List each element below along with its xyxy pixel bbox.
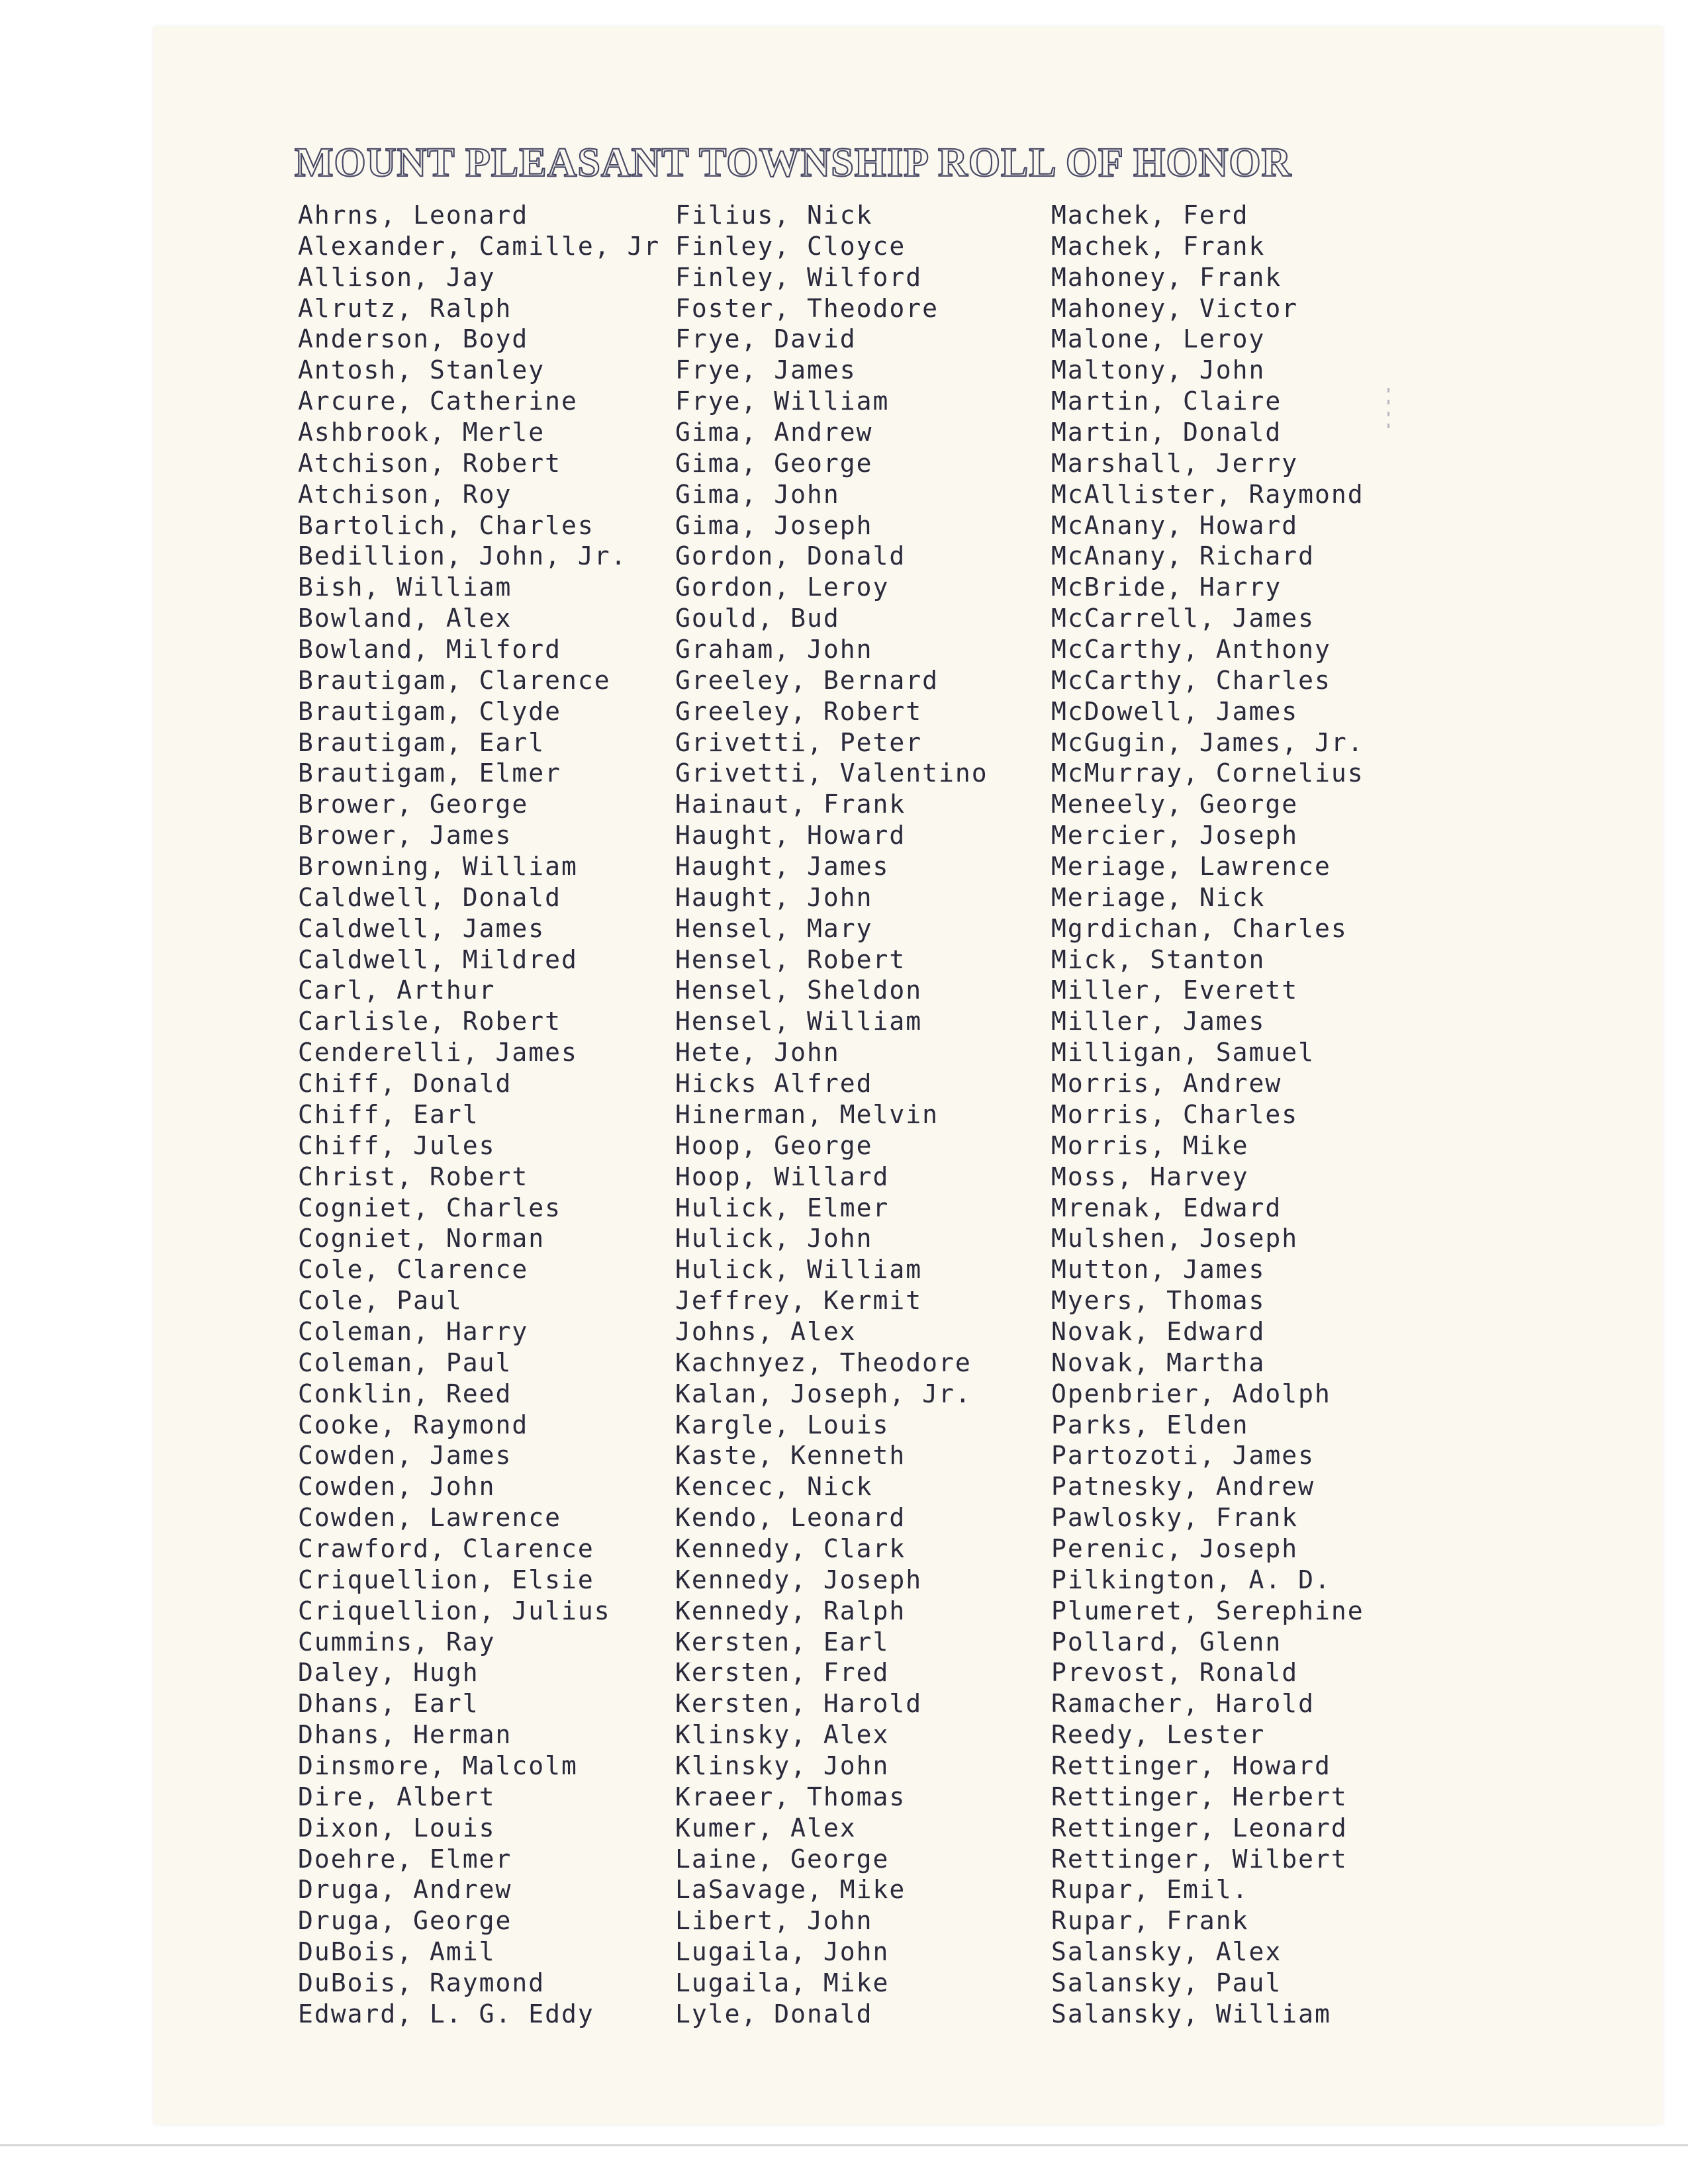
- honor-roll-name: Atchison, Robert: [298, 448, 562, 478]
- honor-roll-name: Haught, Howard: [675, 821, 906, 850]
- honor-roll-name: Cogniet, Norman: [298, 1224, 545, 1253]
- honor-roll-name: Conklin, Reed: [298, 1379, 512, 1408]
- honor-roll-name: Lugaila, Mike: [675, 1968, 890, 1997]
- honor-roll-name: Parks, Elden: [1051, 1410, 1249, 1439]
- honor-roll-name: Salansky, Alex: [1051, 1937, 1282, 1967]
- honor-roll-name: Graham, John: [675, 635, 873, 664]
- honor-roll-name: Libert, John: [675, 1906, 873, 1936]
- honor-roll-name: Cowden, James: [298, 1441, 512, 1471]
- honor-roll-name: McAnany, Howard: [1051, 510, 1299, 540]
- honor-roll-name: Chiff, Jules: [298, 1130, 496, 1160]
- honor-roll-name: Maltony, John: [1051, 355, 1266, 385]
- honor-roll-name: Mgrdichan, Charles: [1051, 913, 1348, 943]
- honor-roll-name: Brautigam, Clarence: [298, 665, 611, 695]
- honor-roll-name: Cowden, Lawrence: [298, 1503, 562, 1533]
- honor-roll-name: Caldwell, Mildred: [298, 944, 578, 974]
- honor-roll-name: Hainaut, Frank: [675, 790, 906, 819]
- honor-roll-name: Arcure, Catherine: [298, 387, 578, 416]
- honor-roll-name: Myers, Thomas: [1051, 1286, 1266, 1316]
- honor-roll-name: McDowell, James: [1051, 696, 1299, 726]
- honor-roll-name: Brower, George: [298, 790, 529, 819]
- honor-roll-name: Ramacher, Harold: [1051, 1689, 1315, 1719]
- honor-roll-name: McCarthy, Charles: [1051, 665, 1331, 695]
- honor-roll-name: Coleman, Harry: [298, 1316, 529, 1346]
- honor-roll-name: Kersten, Earl: [675, 1627, 890, 1657]
- honor-roll-name: Patnesky, Andrew: [1051, 1472, 1315, 1502]
- honor-roll-name: Kraeer, Thomas: [675, 1782, 906, 1811]
- honor-roll-name: Klinsky, Alex: [675, 1720, 890, 1750]
- honor-roll-name: Greeley, Bernard: [675, 665, 939, 695]
- honor-roll-name: Chiff, Donald: [298, 1069, 512, 1099]
- honor-roll-name: Johns, Alex: [675, 1316, 857, 1346]
- scan-edge-divider: [0, 2144, 1688, 2146]
- honor-roll-name: Finley, Wilford: [675, 262, 923, 292]
- honor-roll-name: Atchison, Roy: [298, 479, 512, 509]
- honor-roll-name: Edward, L. G. Eddy: [298, 1999, 594, 2028]
- honor-roll-name: Caldwell, Donald: [298, 882, 562, 912]
- honor-roll-name: Pawlosky, Frank: [1051, 1503, 1299, 1533]
- honor-roll-name: Cenderelli, James: [298, 1038, 578, 1068]
- honor-roll-name: Rettinger, Wilbert: [1051, 1844, 1348, 1874]
- honor-roll-name: Daley, Hugh: [298, 1658, 479, 1688]
- honor-roll-name: Alrutz, Ralph: [298, 293, 512, 323]
- honor-roll-name: Mahoney, Victor: [1051, 293, 1299, 323]
- honor-roll-name: Caldwell, James: [298, 913, 545, 943]
- honor-roll-name: Hete, John: [675, 1038, 840, 1068]
- honor-roll-name: Cole, Paul: [298, 1286, 463, 1316]
- honor-roll-name: Gima, John: [675, 479, 840, 509]
- honor-roll-name: Haught, James: [675, 852, 890, 882]
- honor-roll-name: Kennedy, Ralph: [675, 1596, 906, 1625]
- honor-roll-name: DuBois, Raymond: [298, 1968, 545, 1997]
- honor-roll-name: Gordon, Leroy: [675, 572, 890, 602]
- honor-roll-name: Dixon, Louis: [298, 1813, 496, 1843]
- honor-roll-name: McBride, Harry: [1051, 572, 1282, 602]
- honor-roll-name: Milligan, Samuel: [1051, 1038, 1315, 1068]
- honor-roll-name: Novak, Edward: [1051, 1316, 1266, 1346]
- honor-roll-name: Doehre, Elmer: [298, 1844, 512, 1874]
- honor-roll-name: Allison, Jay: [298, 262, 496, 292]
- honor-roll-name: Hulick, Elmer: [675, 1193, 890, 1222]
- honor-roll-name: Morris, Mike: [1051, 1130, 1249, 1160]
- honor-roll-name: Rettinger, Herbert: [1051, 1782, 1348, 1811]
- honor-roll-name: Kargle, Louis: [675, 1410, 890, 1439]
- honor-roll-name: Martin, Donald: [1051, 418, 1282, 447]
- honor-roll-name: Bedillion, John, Jr.: [298, 541, 628, 571]
- honor-roll-name: Frye, William: [675, 387, 890, 416]
- honor-roll-name: McAnany, Richard: [1051, 541, 1315, 571]
- honor-roll-name: Brautigam, Earl: [298, 727, 545, 757]
- honor-roll-name: Kencec, Nick: [675, 1472, 873, 1502]
- honor-roll-name: Rettinger, Leonard: [1051, 1813, 1348, 1843]
- honor-roll-name: McAllister, Raymond: [1051, 479, 1364, 509]
- honor-roll-name: Christ, Robert: [298, 1161, 529, 1191]
- honor-roll-name: Hulick, William: [675, 1255, 923, 1285]
- honor-roll-name: Rupar, Frank: [1051, 1906, 1249, 1936]
- honor-roll-name: Hensel, Sheldon: [675, 976, 923, 1005]
- honor-roll-name: Kennedy, Clark: [675, 1533, 906, 1563]
- honor-roll-name: Gima, Andrew: [675, 418, 873, 447]
- honor-roll-name: Martin, Claire: [1051, 387, 1282, 416]
- honor-roll-name: Moss, Harvey: [1051, 1161, 1249, 1191]
- honor-roll-name: Morris, Andrew: [1051, 1069, 1282, 1099]
- honor-roll-name: Hoop, George: [675, 1130, 873, 1160]
- honor-roll-name: Meriage, Lawrence: [1051, 852, 1331, 882]
- honor-roll-name: Jeffrey, Kermit: [675, 1286, 923, 1316]
- honor-roll-name: Bartolich, Charles: [298, 510, 594, 540]
- honor-roll-name: Hoop, Willard: [675, 1161, 890, 1191]
- honor-roll-name: Rupar, Emil.: [1051, 1875, 1249, 1905]
- honor-roll-name: Kendo, Leonard: [675, 1503, 906, 1533]
- honor-roll-name: Kalan, Joseph, Jr.: [675, 1379, 972, 1408]
- honor-roll-name: Hinerman, Melvin: [675, 1099, 939, 1129]
- honor-roll-name: Hensel, Mary: [675, 913, 873, 943]
- honor-roll-name: Criquellion, Julius: [298, 1596, 611, 1625]
- honor-roll-name: Mercier, Joseph: [1051, 821, 1299, 850]
- honor-roll-name: Meriage, Nick: [1051, 882, 1266, 912]
- honor-roll-name: Brautigam, Elmer: [298, 758, 562, 788]
- honor-roll-name: Ahrns, Leonard: [298, 201, 529, 230]
- honor-roll-name: Hensel, William: [675, 1007, 923, 1036]
- honor-roll-name: Mulshen, Joseph: [1051, 1224, 1299, 1253]
- honor-roll-name: Hicks Alfred: [675, 1069, 873, 1099]
- honor-roll-name: Lyle, Donald: [675, 1999, 873, 2028]
- honor-roll-name: Dinsmore, Malcolm: [298, 1751, 578, 1780]
- honor-roll-name: Antosh, Stanley: [298, 355, 545, 385]
- honor-roll-name: McCarrell, James: [1051, 604, 1315, 633]
- honor-roll-name: Coleman, Paul: [298, 1347, 512, 1377]
- honor-roll-name: Carlisle, Robert: [298, 1007, 562, 1036]
- honor-roll-name: Partozoti, James: [1051, 1441, 1315, 1471]
- honor-roll-name: Gould, Bud: [675, 604, 840, 633]
- names-column-1: [298, 200, 660, 2030]
- honor-roll-name: Mrenak, Edward: [1051, 1193, 1282, 1222]
- honor-roll-name: Hulick, John: [675, 1224, 873, 1253]
- honor-roll-name: Dhans, Herman: [298, 1720, 512, 1750]
- honor-roll-name: Marshall, Jerry: [1051, 448, 1299, 478]
- honor-roll-name: Rettinger, Howard: [1051, 1751, 1331, 1780]
- honor-roll-name: Criquellion, Elsie: [298, 1565, 594, 1594]
- honor-roll-name: Carl, Arthur: [298, 976, 496, 1005]
- honor-roll-name: Finley, Cloyce: [675, 231, 906, 261]
- honor-roll-name: Chiff, Earl: [298, 1099, 479, 1129]
- honor-roll-name: Foster, Theodore: [675, 293, 939, 323]
- honor-roll-name: Salansky, Paul: [1051, 1968, 1282, 1997]
- honor-roll-name: Prevost, Ronald: [1051, 1658, 1299, 1688]
- honor-roll-name: McMurray, Cornelius: [1051, 758, 1364, 788]
- honor-roll-name: Mick, Stanton: [1051, 944, 1266, 974]
- honor-roll-name: Laine, George: [675, 1844, 890, 1874]
- honor-roll-name: Greeley, Robert: [675, 696, 923, 726]
- honor-roll-name: Kachnyez, Theodore: [675, 1347, 972, 1377]
- honor-roll-name: Haught, John: [675, 882, 873, 912]
- honor-roll-name: Pollard, Glenn: [1051, 1627, 1282, 1657]
- honor-roll-name: DuBois, Amil: [298, 1937, 496, 1967]
- honor-roll-name: Gima, George: [675, 448, 873, 478]
- honor-roll-name: Anderson, Boyd: [298, 324, 529, 354]
- honor-roll-name: Gima, Joseph: [675, 510, 873, 540]
- honor-roll-name: Bish, William: [298, 572, 512, 602]
- honor-roll-name: McCarthy, Anthony: [1051, 635, 1331, 664]
- honor-roll-name: Morris, Charles: [1051, 1099, 1299, 1129]
- page-title: MOUNT PLEASANT TOWNSHIP ROLL OF HONOR: [295, 140, 1292, 185]
- honor-roll-name: Crawford, Clarence: [298, 1533, 594, 1563]
- honor-roll-name: Miller, Everett: [1051, 976, 1299, 1005]
- honor-roll-name: Cowden, John: [298, 1472, 496, 1502]
- honor-roll-name: Bowland, Alex: [298, 604, 512, 633]
- honor-roll-name: Malone, Leroy: [1051, 324, 1266, 354]
- honor-roll-name: Frye, James: [675, 355, 857, 385]
- honor-roll-name: McGugin, James, Jr.: [1051, 727, 1364, 757]
- honor-roll-name: Klinsky, John: [675, 1751, 890, 1780]
- honor-roll-name: Perenic, Joseph: [1051, 1533, 1299, 1563]
- honor-roll-name: Cogniet, Charles: [298, 1193, 562, 1222]
- honor-roll-name: Bowland, Milford: [298, 635, 562, 664]
- honor-roll-name: Dire, Albert: [298, 1782, 496, 1811]
- honor-roll-name: Machek, Frank: [1051, 231, 1266, 261]
- margin-mark: [1387, 388, 1389, 434]
- honor-roll-name: Kennedy, Joseph: [675, 1565, 923, 1594]
- honor-roll-name: Kumer, Alex: [675, 1813, 857, 1843]
- honor-roll-name: Mahoney, Frank: [1051, 262, 1282, 292]
- honor-roll-name: Kersten, Fred: [675, 1658, 890, 1688]
- honor-roll-name: Brautigam, Clyde: [298, 696, 562, 726]
- honor-roll-name: Hensel, Robert: [675, 944, 906, 974]
- honor-roll-name: Reedy, Lester: [1051, 1720, 1266, 1750]
- honor-roll-name: Salansky, William: [1051, 1999, 1331, 2028]
- honor-roll-name: Druga, Andrew: [298, 1875, 512, 1905]
- honor-roll-name: Openbrier, Adolph: [1051, 1379, 1331, 1408]
- honor-roll-name: Dhans, Earl: [298, 1689, 479, 1719]
- honor-roll-name: Grivetti, Peter: [675, 727, 923, 757]
- honor-roll-name: LaSavage, Mike: [675, 1875, 906, 1905]
- honor-roll-name: Filius, Nick: [675, 201, 873, 230]
- honor-roll-name: Cooke, Raymond: [298, 1410, 529, 1439]
- honor-roll-name: Alexander, Camille, Jr: [298, 231, 661, 261]
- honor-roll-name: Kersten, Harold: [675, 1689, 923, 1719]
- honor-roll-name: Novak, Martha: [1051, 1347, 1266, 1377]
- honor-roll-name: Cummins, Ray: [298, 1627, 496, 1657]
- honor-roll-name: Grivetti, Valentino: [675, 758, 988, 788]
- honor-roll-name: Kaste, Kenneth: [675, 1441, 906, 1471]
- honor-roll-name: Plumeret, Serephine: [1051, 1596, 1364, 1625]
- names-column-3: [1051, 200, 1364, 2030]
- names-column-2: [675, 200, 988, 2030]
- honor-roll-name: Ashbrook, Merle: [298, 418, 545, 447]
- honor-roll-name: Pilkington, A. D.: [1051, 1565, 1331, 1594]
- honor-roll-name: Gordon, Donald: [675, 541, 906, 571]
- honor-roll-name: Lugaila, John: [675, 1937, 890, 1967]
- honor-roll-name: Miller, James: [1051, 1007, 1266, 1036]
- honor-roll-name: Druga, George: [298, 1906, 512, 1936]
- honor-roll-name: Machek, Ferd: [1051, 201, 1249, 230]
- honor-roll-name: Frye, David: [675, 324, 857, 354]
- honor-roll-name: Browning, William: [298, 852, 578, 882]
- honor-roll-name: Mutton, James: [1051, 1255, 1266, 1285]
- honor-roll-name: Meneely, George: [1051, 790, 1299, 819]
- honor-roll-name: Brower, James: [298, 821, 512, 850]
- honor-roll-name: Cole, Clarence: [298, 1255, 529, 1285]
